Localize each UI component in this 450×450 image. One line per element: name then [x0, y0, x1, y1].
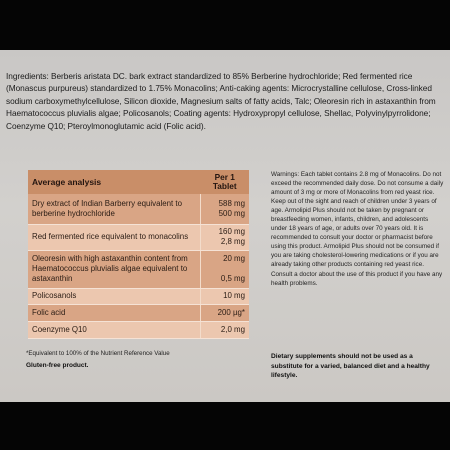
warnings-text: Warnings: Each tablet contains 2.8 mg of Monacolins. Do not exceed the recommended daily dose. Do not consume a daily amount of 3 mg or more of Monacolins from red yeast rice. Keep out of the sight and reach of children under 3 years of age. Armolipid Plus should not be taken by pregnant or breastfeeding women, infants, children, and adolescents under 18 years of age, or adults over 70 years old. It is recommended to consult your doctor or pharmacist before using this product. Armolipid Plus should not be consumed if you are taking cholesterol-lowering medications or if you are already taking other products containing red yeast rice. Consult a doctor about the use of this product if you have any health problems. — [271, 171, 444, 287]
row-amount: 588 mg 500 mg — [201, 194, 250, 224]
header-per-tablet: Per 1 Tablet — [201, 170, 250, 194]
table-row — [28, 194, 249, 224]
table-row — [28, 224, 249, 250]
bottom-black-band — [0, 402, 450, 450]
row-amount: 200 µg* — [201, 304, 250, 321]
row-name: Red fermented rice equivalent to monacolins — [28, 224, 201, 250]
gluten-free-note: Gluten-free product. — [26, 362, 89, 369]
table-row — [28, 304, 249, 321]
row-amount: 160 mg 2,8 mg — [201, 224, 250, 250]
table-row — [28, 321, 249, 338]
table-row — [28, 288, 249, 304]
average-analysis-table — [28, 170, 249, 339]
row-amount: 10 mg — [201, 288, 250, 304]
row-name: Dry extract of Indian Barberry equivalent to berberine hydrochloride — [28, 194, 201, 224]
dietary-supplement-note: Dietary supplements should not be used as a substitute for a varied, balanced diet and a healthy lifestyle. — [271, 353, 430, 380]
row-amount: 20 mg 0,5 mg — [201, 250, 250, 288]
row-amount: 2,0 mg — [201, 321, 250, 338]
top-black-band — [0, 0, 450, 50]
nutrient-footnote: *Equivalent to 100% of the Nutrient Reference Value — [26, 350, 170, 357]
ingredients-text: Ingredients: Berberis aristata DC. bark extract standardized to 85% Berberine hydrochloride; Red fermented rice (Monascus purpureus) standardized to 1.75% Monacolins; Anti-caking agents: Microcrystalline cellulose, Cross-linked sodium carboxymethylcellulose, Silicon dioxide, Magnesium salts of fatty acids, Talc; Oleoresin rich in astaxanthin from Haematococcus pluvialis algae; Policosanols; Coating agents: Hydroxypropyl cellulose, Shellac, Polyvinylpyrrolidone; Coenzyme Q10; Pteroylmonoglutamic acid (Folic acid). — [6, 71, 436, 131]
row-name: Policosanols — [28, 288, 201, 304]
row-name: Folic acid — [28, 304, 201, 321]
table-row — [28, 250, 249, 288]
header-average-analysis: Average analysis — [28, 170, 201, 194]
row-name: Coenzyme Q10 — [28, 321, 201, 338]
row-name: Oleoresin with high astaxanthin content from Haematococcus pluvialis algae equivalent to astaxanthin — [28, 250, 201, 288]
table-header-row — [28, 170, 249, 194]
